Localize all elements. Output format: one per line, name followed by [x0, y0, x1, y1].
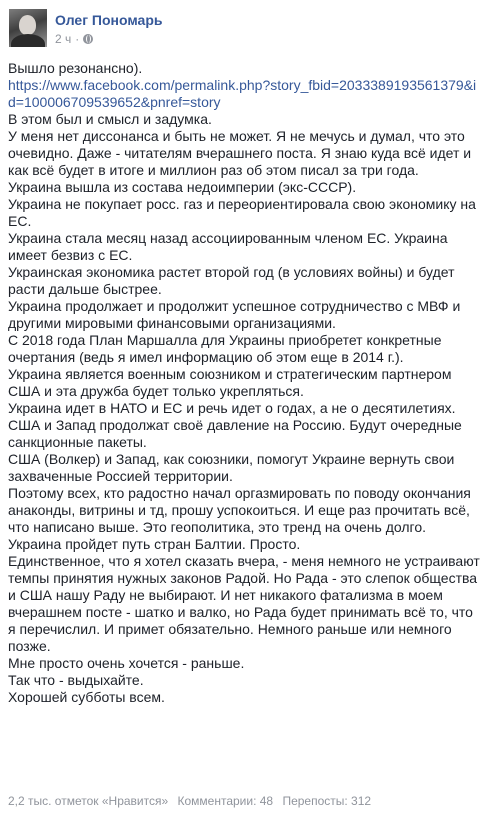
shares-count[interactable]: Перепосты: 312 [282, 794, 372, 808]
post-paragraph: У меня нет диссонанса и быть не может. Я не мечусь и думал, что это очевидно. Даже - читателям вчерашнего поста. Я знаю куда всё идет и как всё будет в итоге и миллион раз об этом писал за три года. [8, 128, 472, 178]
post-paragraph: Поэтому всех, кто радостно начал оргазмировать по поводу окончания анаконды, витрины и тд, прошу успокоиться. И еще раз прочитать всё, что написано выше. Это геополитика, это тренд на очень долго. [8, 485, 471, 535]
post-footer [8, 794, 377, 810]
comments-count[interactable]: Комментарии: 48 [177, 794, 274, 808]
post-timestamp[interactable]: 2 ч [55, 32, 72, 46]
post-body [8, 60, 480, 706]
post-paragraph: В этом был и смысл и задумка. [8, 111, 212, 127]
post-paragraph: Украина стала месяц назад ассоциированным членом ЕС. Украина имеет безвиз с ЕС. [8, 230, 448, 263]
meta-separator: · [75, 32, 80, 46]
post-paragraph: Так что - выдыхайте. [8, 672, 144, 688]
post-paragraph: Украина пройдет путь стран Балтии. Просто. [8, 536, 301, 552]
post-paragraph: С 2018 года План Маршалла для Украины приобретет конкретные очертания (ведь я имел информацию об этом еще в 2014 г.). [8, 332, 442, 365]
globe-icon[interactable] [83, 34, 93, 44]
post-paragraph: Украинская экономика растет второй год (в условиях войны) и будет расти дальше быстрее. [8, 264, 455, 297]
post-paragraph: Украина продолжает и продолжит успешное сотрудничество с МВФ и другими мировыми финансовыми организациями. [8, 298, 461, 331]
post-paragraph: США (Волкер) и Запад, как союзники, помогут Украине вернуть свои захваченные Россией территории. [8, 451, 455, 484]
post-meta [55, 31, 93, 47]
avatar-face [19, 15, 36, 35]
post-paragraph: Украина не покупает росс. газ и переориентировала свою экономику на ЕС. [8, 196, 476, 229]
post-paragraph: Мне просто очень хочется - раньше. [8, 655, 245, 671]
post-paragraph: Украина идет в НАТО и ЕС и речь идет о годах, а не о десятилетиях. [8, 400, 456, 416]
post-paragraph: США и Запад продолжат своё давление на Россию. Будут очередные санкционные пакеты. [8, 417, 462, 450]
likes-count[interactable]: 2,2 тыс. отметок «Нравится» [8, 794, 169, 808]
permalink-link[interactable]: https://www.facebook.com/permalink.php?story_fbid=2033389193561379&id=100006709539652&pnref=story [8, 77, 477, 110]
avatar-shoulders [11, 34, 45, 47]
post-paragraph: Украина вышла из состава недоимперии (экс-СССР). [8, 179, 357, 195]
avatar[interactable] [9, 9, 47, 47]
author-name[interactable]: Олег Пономарь [55, 12, 163, 28]
post-header [9, 8, 479, 48]
post-paragraph: Единственное, что я хотел сказать вчера, - меня немного не устраивают темпы принятия нужных законов Радой. Но Рада - это слепок общества и США нашу Раду не выбирают. И нет никакого фатализма в моем вчерашнем посте - шатко и валко, но Рада будет принимать всё то, что я перечислил. И примет обязательно. Немного раньше или немного позже. [8, 553, 480, 654]
post-paragraph: Хорошей субботы всем. [8, 689, 165, 705]
post-paragraph: Украина является военным союзником и стратегическим партнером США и эта дружба будет только укрепляться. [8, 366, 452, 399]
post-paragraph: Вышло резонансно). [8, 60, 143, 76]
